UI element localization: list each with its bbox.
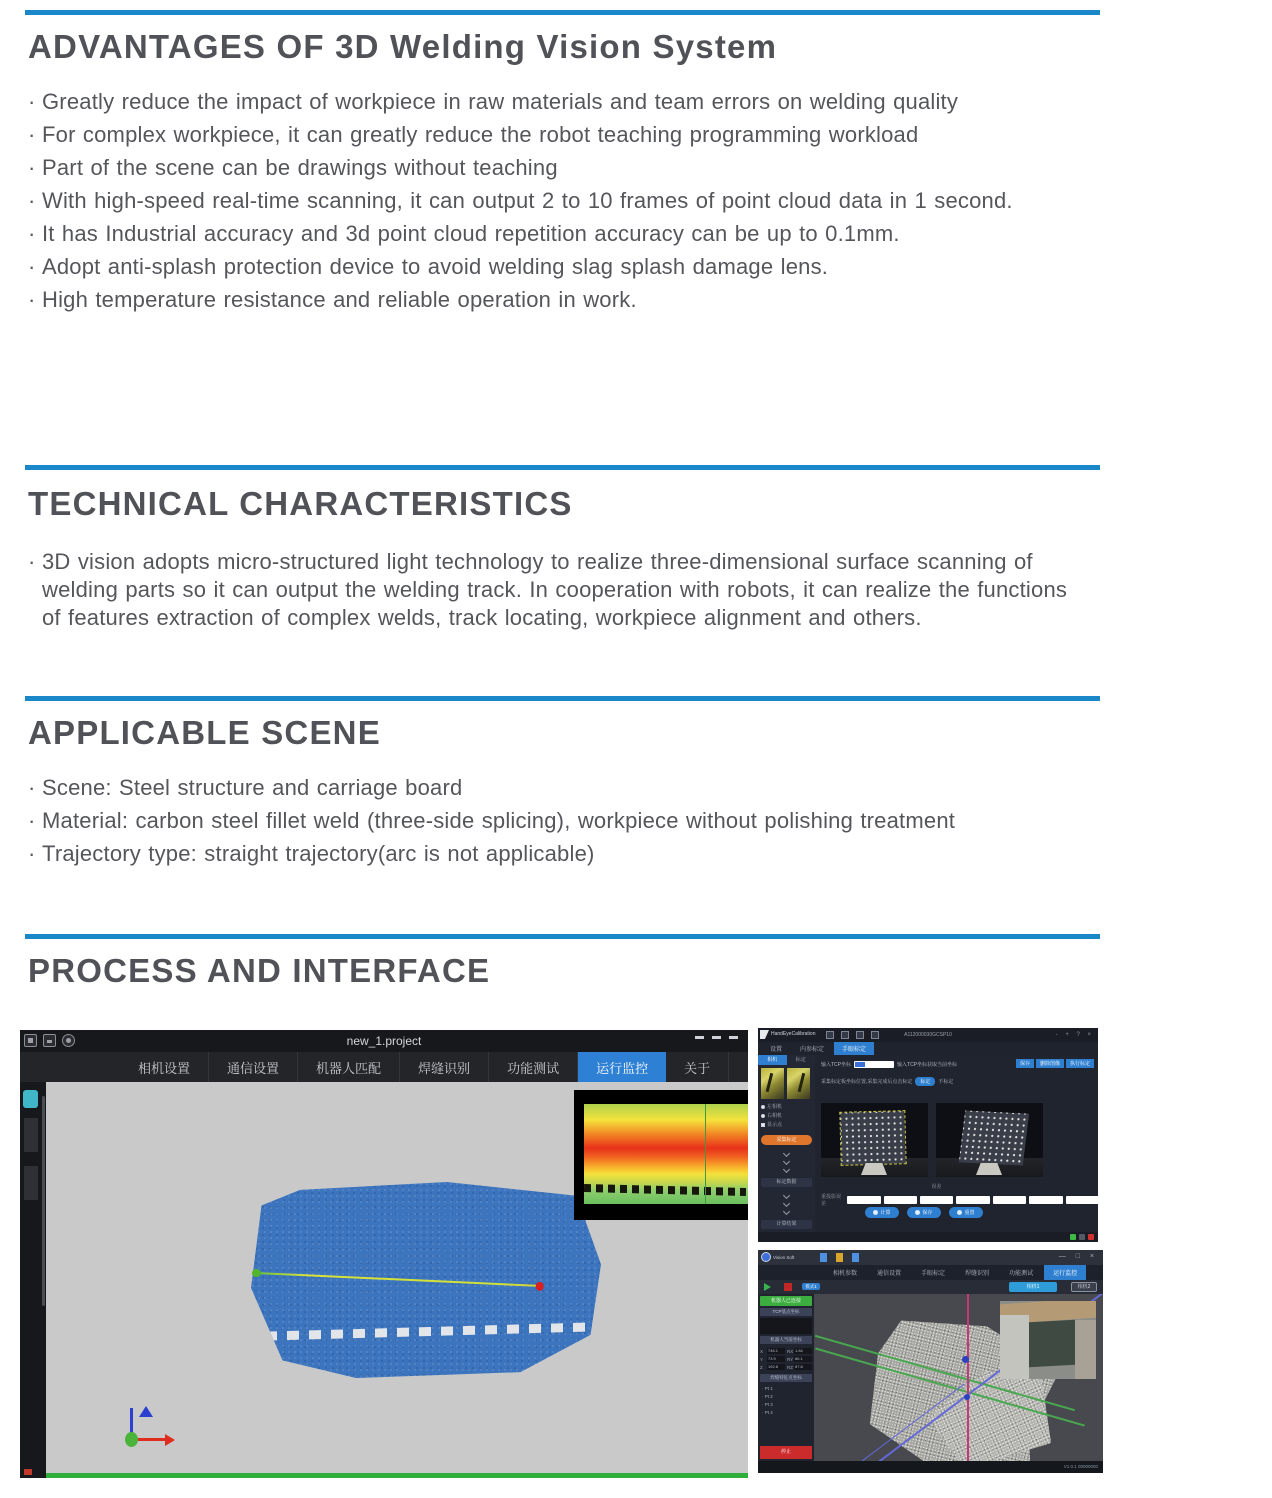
tool-slot <box>24 1118 38 1152</box>
tool-icon[interactable] <box>23 1090 38 1108</box>
error-field[interactable] <box>1029 1196 1062 1204</box>
logo-text: Vision Soft <box>773 1254 795 1260</box>
feature-point[interactable]: · Pt 1 <box>762 1386 773 1391</box>
tab-robot-match[interactable]: 机器人匹配 <box>298 1052 400 1082</box>
left-panel <box>758 1055 815 1232</box>
bullet-marker: · <box>28 775 36 800</box>
compute-button[interactable]: 计算 <box>865 1207 899 1218</box>
bullet-text: With high-speed real-time scanning, it can output 2 to 10 frames of point cloud data in 1 second. <box>42 188 1013 213</box>
bullet-item <box>28 286 1083 314</box>
tcp-input-label: 输入TCP坐标 <box>821 1062 852 1068</box>
chevron-group <box>758 1189 815 1218</box>
bullet-text: Greatly reduce the impact of workpiece in raw materials and team errors on welding quality <box>42 89 959 114</box>
right-camera-radio[interactable]: 右相机 <box>758 1111 815 1120</box>
window-controls[interactable]: - + ? × <box>1055 1032 1094 1038</box>
technical-title: TECHNICAL CHARACTERISTICS <box>28 485 573 522</box>
gray-led <box>1079 1234 1085 1240</box>
titlebar <box>758 1250 1103 1265</box>
paragraph-text: 3D vision adopts micro-structured light technology to realize three-dimensional surface scanning of welding parts so it can output the welding track. In cooperation with robots, it can realize the functions of features extraction of complex welds, track locating, workpiece alignment and others. <box>42 549 1068 630</box>
bullet-marker: · <box>28 122 36 147</box>
delete-image-button[interactable]: 删除图像 <box>1036 1059 1064 1068</box>
bullet-text: High temperature resistance and reliable operation in work. <box>42 287 637 312</box>
status-bar <box>758 1461 1103 1473</box>
bullet-marker: · <box>28 221 36 246</box>
bullet-text: Part of the scene can be drawings without teaching <box>42 155 558 180</box>
bullet-text: For complex workpiece, it can greatly reduce the robot teaching programming workload <box>42 122 919 147</box>
collect-hint-row <box>821 1077 953 1086</box>
window-title: new_1.project <box>346 1034 422 1048</box>
photo-groove <box>1029 1320 1075 1368</box>
board-stand <box>861 1163 887 1175</box>
axis-gizmo <box>116 1398 176 1448</box>
bullet-item <box>28 88 1083 116</box>
logo-text: HandEyeCalibration <box>771 1031 816 1037</box>
feature-point-list <box>758 1384 814 1418</box>
bullet-item <box>28 121 1083 149</box>
bullet-marker: · <box>28 841 36 866</box>
tab-seam-recognition[interactable]: 焊缝识别 <box>965 1271 990 1277</box>
advantages-title: ADVANTAGES OF 3D Welding Vision System <box>28 28 778 65</box>
tab-comm-settings[interactable]: 通信设置 <box>877 1271 902 1277</box>
tcp-input-row <box>821 1061 957 1068</box>
camera-photo-inset <box>1000 1301 1096 1379</box>
tool-slot <box>24 1166 38 1200</box>
photo-plate <box>1075 1320 1096 1379</box>
tab-camera-settings[interactable]: 相机设置 <box>120 1052 209 1082</box>
weld-software-window <box>20 1030 748 1478</box>
window-body <box>758 1055 1098 1232</box>
reprojection-error-row <box>821 1193 1098 1207</box>
center-title: A112000030GCSP10 <box>904 1032 952 1038</box>
error-field[interactable] <box>847 1196 880 1204</box>
applicable-list <box>28 774 1083 873</box>
tcp-input-hint: 输入TCP坐标获取当前坐标 <box>897 1062 958 1068</box>
logo-icon <box>761 1252 771 1262</box>
save-button[interactable]: 保存 <box>1016 1059 1034 1068</box>
coord-field-y: Y 73.9 <box>760 1356 785 1362</box>
run-calibration-button[interactable]: 执行标定 <box>1066 1059 1094 1068</box>
left-toolbar <box>20 1082 46 1478</box>
left-camera-thumbnail[interactable] <box>761 1068 784 1099</box>
section-divider <box>25 934 1100 939</box>
bullet-item <box>28 220 1083 248</box>
bullet-text: Trajectory type: straight trajectory(arc is not applicable) <box>42 841 595 866</box>
error-field[interactable] <box>884 1196 917 1204</box>
chevron-group <box>758 1147 815 1176</box>
calibration-board <box>840 1111 905 1165</box>
camera1-button[interactable]: 相机1 <box>1009 1282 1057 1292</box>
section-divider <box>25 696 1100 701</box>
bullet-marker: · <box>28 808 36 833</box>
coord-field-ry: RY 86.1 <box>787 1356 812 1362</box>
calibration-views <box>821 1103 1043 1177</box>
monitor-software-window <box>758 1250 1103 1473</box>
reprojection-label: 重投影误差 <box>821 1194 842 1207</box>
bullet-item <box>28 807 1083 835</box>
tab-camera-params[interactable]: 相机参数 <box>833 1271 858 1277</box>
titlebar-icons[interactable] <box>820 1253 859 1262</box>
stop-icon[interactable] <box>784 1283 792 1291</box>
main-tab-bar <box>20 1052 748 1082</box>
window-controls[interactable] <box>695 1036 738 1039</box>
subtab-bar <box>758 1055 815 1065</box>
tab-seam-recognition[interactable]: 焊缝识别 <box>400 1052 489 1082</box>
bottom-buttons <box>865 1207 983 1218</box>
coord-field-rz: RZ 87.8 <box>787 1364 812 1370</box>
calibrate-button[interactable]: 标定 <box>915 1077 935 1086</box>
photo-plate <box>1000 1315 1029 1379</box>
titlebar <box>20 1030 748 1052</box>
subtab-camera[interactable]: 相机 <box>758 1055 787 1065</box>
main-panel <box>815 1055 1098 1232</box>
robot-connected-button[interactable]: 机器人已连接 <box>760 1296 812 1306</box>
window-body <box>758 1294 1103 1461</box>
window-body <box>20 1082 748 1478</box>
titlebar <box>758 1028 1098 1042</box>
bullet-item <box>28 774 1083 802</box>
bullet-item <box>28 548 1083 632</box>
show-points-checkbox[interactable]: 显示点 <box>758 1120 815 1129</box>
tab-run-monitor[interactable]: 运行监控 <box>1044 1265 1086 1280</box>
bullet-text: Scene: Steel structure and carriage board <box>42 775 463 800</box>
tab-run-monitor[interactable]: 运行监控 <box>578 1052 666 1082</box>
depth-marker-line <box>705 1104 706 1204</box>
play-icon[interactable] <box>764 1283 771 1291</box>
tab-bar <box>758 1042 1098 1055</box>
scrollbar[interactable] <box>42 1096 45 1306</box>
calibration-board <box>959 1110 1029 1165</box>
coord-field-z: Z 192.8 <box>760 1364 785 1370</box>
bullet-item <box>28 154 1083 182</box>
left-panel <box>758 1294 814 1461</box>
error-field[interactable] <box>1066 1196 1098 1204</box>
board-stand <box>976 1163 1002 1175</box>
feature-header: 焊缝特征点坐标 <box>760 1374 812 1382</box>
coord-field-x: X 746.1 <box>760 1348 785 1354</box>
error-field[interactable] <box>993 1196 1026 1204</box>
mode-badge[interactable]: 模式1 <box>802 1283 820 1290</box>
camera2-button[interactable]: 相机2 <box>1071 1282 1097 1292</box>
bullet-item <box>28 253 1083 281</box>
pose-header: 机器人当前坐标 <box>760 1336 812 1344</box>
bullet-marker: · <box>28 287 36 312</box>
status-bar <box>758 1232 1098 1242</box>
pointcloud-viewport[interactable] <box>46 1082 748 1478</box>
tab-function-test[interactable]: 功能测试 <box>1009 1271 1034 1277</box>
process-title: PROCESS AND INTERFACE <box>28 952 491 989</box>
camera-thumbnails <box>758 1065 815 1102</box>
bullet-item <box>28 840 1083 868</box>
right-camera-view <box>936 1103 1043 1177</box>
tcp-value-box <box>760 1318 812 1334</box>
feature-dot <box>964 1394 970 1400</box>
bullet-marker: · <box>28 188 36 213</box>
tab-function-test[interactable]: 功能测试 <box>489 1052 578 1082</box>
status-leds <box>1070 1234 1094 1240</box>
depth-map-inset <box>574 1090 748 1220</box>
red-led <box>1088 1234 1094 1240</box>
collect-hint-tail: 不标定 <box>938 1079 954 1085</box>
bullet-marker: · <box>28 254 36 279</box>
save-result-button[interactable]: 保存 <box>907 1207 941 1218</box>
bullet-marker: · <box>28 155 36 180</box>
feature-dot <box>962 1356 969 1363</box>
subtab-calib[interactable]: 标定 <box>795 1057 806 1063</box>
toolbar <box>758 1280 1103 1294</box>
collect-calibration-button[interactable]: 采集标定 <box>761 1135 812 1145</box>
reset-button[interactable]: 重置 <box>949 1207 983 1218</box>
section-divider <box>25 10 1100 15</box>
bullet-marker: · <box>28 89 36 114</box>
tab-about[interactable]: 关于 <box>666 1052 729 1082</box>
axis-origin <box>125 1432 138 1447</box>
feature-point[interactable]: · Pt 4 <box>762 1410 773 1415</box>
bullet-text: Adopt anti-splash protection device to avoid welding slag splash damage lens. <box>42 254 829 279</box>
pointcloud-viewport[interactable] <box>814 1294 1103 1461</box>
feature-point[interactable]: · Pt 2 <box>762 1394 773 1399</box>
bullet-marker: · <box>28 549 36 574</box>
error-label: 误差 <box>931 1184 942 1190</box>
technical-paragraph <box>28 548 1083 637</box>
section-header-result: 计算结果 <box>761 1220 812 1229</box>
tab-intrinsic-calibration[interactable]: 内参标定 <box>800 1047 825 1053</box>
stop-button[interactable]: 停止 <box>760 1446 812 1459</box>
axis-line-magenta <box>967 1294 969 1461</box>
version-text: V1.0.1 00000000 <box>1063 1464 1098 1469</box>
window-controls[interactable]: — □ × <box>1058 1253 1098 1260</box>
advantages-list <box>28 88 1083 319</box>
weld-gap-speckle <box>265 1322 594 1340</box>
tcp-header: TCP基点坐标 <box>760 1308 812 1316</box>
tab-comm-settings[interactable]: 通信设置 <box>209 1052 298 1082</box>
action-buttons <box>1016 1059 1094 1068</box>
green-led <box>1070 1234 1076 1240</box>
applicable-title: APPLICABLE SCENE <box>28 714 381 751</box>
app-logo <box>761 1252 794 1262</box>
folder-icon[interactable] <box>836 1253 843 1262</box>
status-dot <box>24 1469 32 1475</box>
bullet-item <box>28 187 1083 215</box>
section-divider <box>25 465 1100 470</box>
error-field[interactable] <box>956 1196 989 1204</box>
calibration-software-window <box>758 1028 1098 1242</box>
error-field[interactable] <box>920 1196 953 1204</box>
tab-handeye[interactable]: 手眼标定 <box>921 1271 946 1277</box>
section-header-data: 标定数据 <box>761 1178 812 1187</box>
coordinate-grid <box>758 1346 814 1372</box>
right-camera-thumbnail[interactable] <box>787 1068 810 1099</box>
bullet-text: Material: carbon steel fillet weld (three-side splicing), workpiece without polishing treatment <box>42 808 956 833</box>
tcp-input-field[interactable] <box>854 1061 894 1068</box>
document-icon[interactable] <box>852 1253 859 1262</box>
process-screenshots <box>0 1028 1272 1498</box>
tab-settings[interactable]: 设置 <box>770 1047 783 1053</box>
left-camera-view <box>821 1103 928 1177</box>
tab-bar <box>758 1265 1103 1280</box>
left-camera-radio[interactable]: 左相机 <box>758 1102 815 1111</box>
collect-hint-text: 采集标定板坐标位置,采集完成后点击标定 <box>821 1079 913 1085</box>
tab-handeye-calibration[interactable]: 手眼标定 <box>834 1042 874 1055</box>
coord-field-rx: RX 1.84 <box>787 1348 812 1354</box>
document-icon[interactable] <box>820 1253 827 1262</box>
viewport-bottom-line <box>46 1473 748 1478</box>
bullet-text: It has Industrial accuracy and 3d point cloud repetition accuracy can be up to 0.1mm. <box>42 221 900 246</box>
feature-point[interactable]: · Pt 3 <box>762 1402 773 1407</box>
